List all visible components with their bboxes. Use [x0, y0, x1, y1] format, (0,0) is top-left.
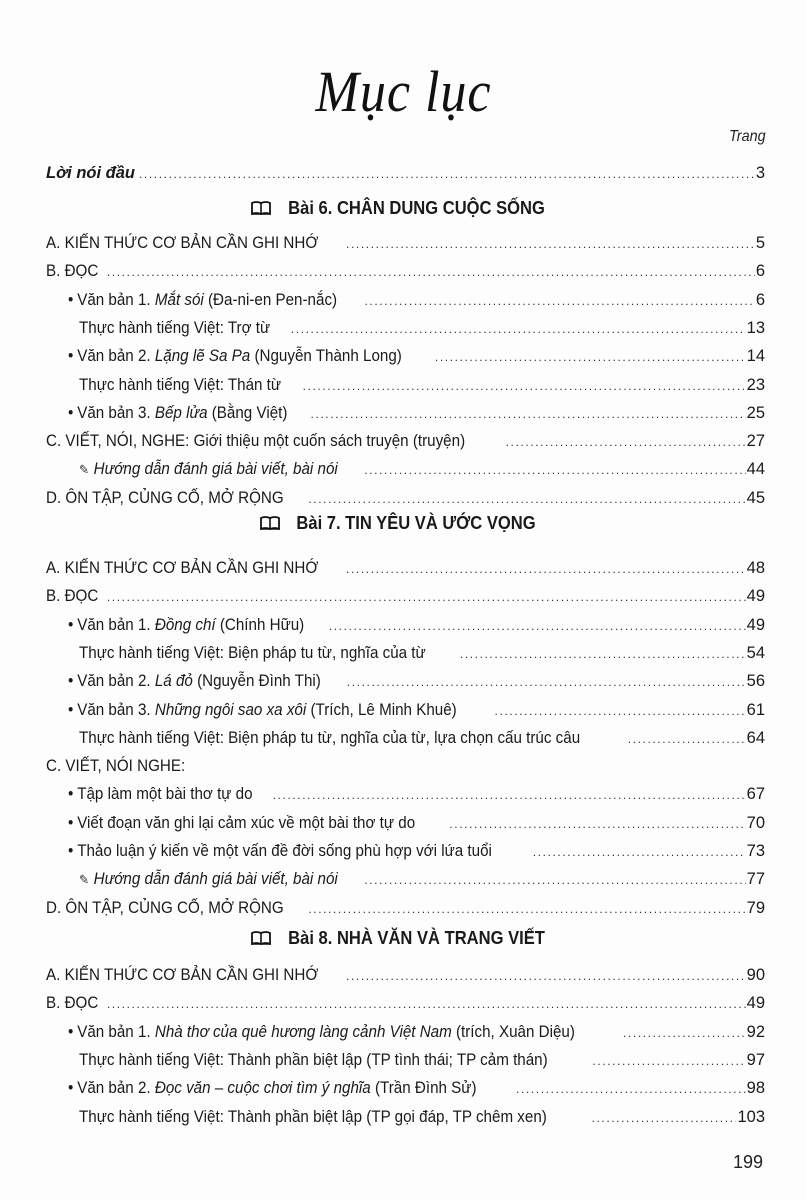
- toc-entry-label: [79, 1104, 592, 1130]
- toc-entry[interactable]: [0, 866, 807, 892]
- dot-leader: [449, 811, 745, 837]
- dot-leader: [435, 344, 746, 370]
- toc-entry-page: 79: [746, 898, 765, 917]
- entry-text: Thảo luận ý kiến về một vấn đề đời sống phù hợp với lứa tuổi: [77, 842, 492, 860]
- toc-entry[interactable]: [0, 400, 807, 426]
- entry-author: (Đa-ni-en Pen-nắc): [203, 290, 338, 309]
- dot-leader: [291, 316, 746, 342]
- entry-prefix: Văn bản 3.: [77, 700, 155, 719]
- entry-prefix: B.: [46, 262, 65, 281]
- toc-entry[interactable]: [0, 343, 807, 369]
- toc-entry-page: 45: [746, 488, 765, 507]
- dot-leader: [364, 867, 745, 893]
- bullet-icon: •: [68, 842, 74, 860]
- entry-text: Viết đoạn văn ghi lại cảm xúc về một bài thơ tự do: [77, 813, 416, 832]
- entry-title: Hướng dẫn đánh giá bài viết, bài nói: [93, 460, 338, 479]
- toc-entry-label: [46, 258, 107, 284]
- page-column-label: Trang: [729, 128, 766, 145]
- entry-text: ĐỌC: [64, 587, 99, 606]
- entry-prefix: Văn bản 1.: [77, 615, 155, 634]
- entry-title: Những ngôi sao xa xôi: [154, 700, 307, 719]
- entry-prefix: Văn bản 3.: [77, 403, 155, 422]
- toc-entry-page: 61: [746, 700, 765, 719]
- entry-text: KIẾN THỨC CƠ BẢN CẦN GHI NHỚ: [64, 966, 319, 984]
- toc-entry[interactable]: [0, 372, 807, 398]
- toc-entry-page: 23: [746, 375, 765, 394]
- book-icon: [251, 924, 271, 938]
- toc-entry-page: 49: [746, 615, 765, 634]
- toc-entry[interactable]: [0, 697, 807, 723]
- toc-entry-label: Lời nói đầu: [46, 164, 135, 182]
- toc-entry-label: [46, 753, 201, 779]
- toc-entry-page: 25: [746, 403, 765, 422]
- entry-text: Tập làm một bài thơ tự do: [77, 785, 253, 804]
- bullet-icon: •: [68, 785, 74, 804]
- entry-text: VIẾT, NÓI NGHE:: [65, 757, 186, 776]
- entry-prefix: Văn bản 2.: [77, 672, 155, 691]
- toc-entry[interactable]: [0, 781, 807, 807]
- toc-entry-label: [46, 895, 308, 921]
- dot-leader: [592, 1105, 737, 1131]
- entry-text: ÔN TẬP, CỦNG CỐ, MỞ RỘNG: [65, 488, 284, 507]
- page-title: Mục lục: [315, 59, 492, 124]
- toc-entry[interactable]: [0, 1047, 807, 1073]
- entry-text: Thực hành tiếng Việt: Thán từ: [79, 375, 282, 394]
- entry-title: Nhà thơ của quê hương làng cảnh Việt Nam: [154, 1022, 452, 1041]
- toc-entry-page: 92: [746, 1022, 765, 1041]
- dot-leader: [346, 556, 746, 582]
- toc-entry-label: [68, 697, 495, 723]
- dot-leader: [628, 726, 746, 752]
- dot-leader: [308, 896, 745, 922]
- entry-prefix: B.: [46, 994, 65, 1013]
- toc-entry-page: 3: [755, 164, 765, 182]
- dot-leader: [364, 288, 754, 314]
- toc-entry[interactable]: [0, 753, 807, 779]
- toc-entry[interactable]: [0, 895, 807, 921]
- toc-entry-label: [79, 866, 364, 893]
- entry-prefix: Văn bản 2.: [77, 347, 155, 366]
- dot-leader: [346, 963, 746, 989]
- book-icon: [260, 509, 280, 523]
- entry-text: ĐỌC: [64, 994, 99, 1013]
- bullet-icon: •: [68, 672, 74, 691]
- entry-prefix: Văn bản 1.: [77, 290, 155, 309]
- entry-text: ÔN TẬP, CỦNG CỐ, MỞ RỘNG: [65, 898, 284, 917]
- entry-prefix: C.: [46, 757, 66, 776]
- entry-prefix: C.: [46, 432, 66, 451]
- toc-entry-label: [79, 315, 291, 341]
- pen-icon: ✎: [79, 462, 90, 478]
- entry-prefix: D.: [46, 488, 66, 507]
- toc-entry-page: 49: [746, 587, 765, 606]
- toc-entry-page: 70: [746, 813, 765, 832]
- toc-entry-page: 73: [746, 842, 765, 860]
- toc-entry[interactable]: [0, 428, 807, 454]
- toc-entry-page: 6: [755, 262, 765, 281]
- bullet-icon: •: [68, 615, 74, 634]
- toc-entry[interactable]: [0, 668, 807, 694]
- toc-entry-page: 90: [746, 966, 765, 984]
- bullet-icon: •: [68, 813, 74, 832]
- entry-title: Mắt sói: [154, 290, 204, 309]
- toc-entry[interactable]: [0, 485, 807, 511]
- entry-text: Thực hành tiếng Việt: Trợ từ: [79, 318, 271, 337]
- lesson-heading-label: Bài 7. TIN YÊU VÀ ƯỚC VỌNG: [296, 513, 537, 533]
- toc-entry[interactable]: [0, 1019, 807, 1045]
- toc-entry-label: [79, 456, 364, 483]
- toc-entry-page: 98: [746, 1079, 765, 1098]
- toc-entry-page: 103: [737, 1107, 765, 1126]
- entry-author: (Trích, Lê Minh Khuê): [306, 700, 457, 719]
- dot-leader: [495, 698, 746, 724]
- toc-entry-label: [46, 962, 346, 988]
- toc-entry-intro[interactable]: [0, 160, 807, 186]
- toc-entry-label: [46, 555, 346, 581]
- toc-entry[interactable]: [0, 1075, 807, 1101]
- lesson-heading: [0, 923, 807, 953]
- toc-entry-label: [46, 485, 308, 511]
- toc-entry-page: 67: [746, 785, 765, 804]
- book-icon: [251, 194, 271, 208]
- bullet-icon: •: [68, 1079, 74, 1098]
- toc-entry-label: [79, 1047, 592, 1073]
- dot-leader: [346, 231, 755, 257]
- lesson-heading: [0, 193, 807, 223]
- entry-prefix: Văn bản 2.: [77, 1079, 155, 1098]
- toc-entry[interactable]: [0, 555, 807, 581]
- toc-entry[interactable]: [0, 838, 807, 864]
- bullet-icon: •: [68, 403, 74, 422]
- toc-entry-label: [68, 287, 364, 313]
- toc-entry-page: 77: [746, 870, 765, 889]
- toc-entry-page: 64: [746, 728, 765, 747]
- toc-entry-label: [79, 372, 303, 398]
- toc-entry-label: [68, 1019, 623, 1045]
- toc-entry[interactable]: [0, 810, 807, 836]
- toc-entry-page: 54: [746, 643, 765, 662]
- dot-leader: [347, 669, 746, 695]
- entry-prefix: A.: [46, 559, 65, 577]
- toc-entry-page: 14: [746, 347, 765, 366]
- entry-text: ĐỌC: [64, 262, 99, 281]
- dot-leader: [310, 401, 745, 427]
- dot-leader: [533, 839, 746, 865]
- dot-leader: [273, 782, 746, 808]
- toc-entry[interactable]: [0, 315, 807, 341]
- toc-entry-page: 27: [746, 432, 765, 451]
- toc-entry[interactable]: [0, 1104, 807, 1130]
- toc-entry-page: 5: [755, 234, 765, 252]
- entry-text: Thực hành tiếng Việt: Thành phần biệt lập (TP gọi đáp, TP chêm xen): [79, 1107, 547, 1126]
- toc-entry-page: 48: [746, 559, 765, 577]
- entry-author: (Trần Đình Sử): [370, 1079, 477, 1098]
- bullet-icon: •: [68, 347, 74, 366]
- toc-entry-label: [68, 400, 310, 426]
- dot-leader: [516, 1076, 746, 1102]
- entry-title: Bếp lửa: [154, 403, 208, 422]
- entry-author: (Nguyễn Đình Thi): [192, 672, 321, 691]
- toc-entry-label: [68, 343, 435, 369]
- toc-entry-label: [68, 838, 533, 864]
- entry-text: Thực hành tiếng Việt: Biện pháp tu từ, nghĩa của từ: [79, 643, 426, 662]
- toc-entry-page: 44: [746, 460, 765, 479]
- entry-prefix: A.: [46, 234, 65, 252]
- toc-entry-label: [46, 583, 107, 609]
- entry-text: VIẾT, NÓI, NGHE: Giới thiệu một cuốn sách truyện (truyện): [65, 432, 466, 451]
- toc-entry[interactable]: [0, 962, 807, 988]
- dot-leader: [139, 161, 755, 187]
- entry-author: (Bằng Việt): [207, 403, 288, 422]
- entry-title: Đọc văn – cuộc chơi tìm ý nghĩa: [154, 1079, 371, 1098]
- toc-entry[interactable]: [0, 258, 807, 284]
- dot-leader: [506, 429, 746, 455]
- toc-entry-label: [46, 428, 506, 454]
- entry-prefix: D.: [46, 898, 66, 917]
- toc-entry-label: [79, 640, 460, 666]
- entry-text: KIẾN THỨC CƠ BẢN CẦN GHI NHỚ: [64, 559, 319, 577]
- toc-entry[interactable]: [0, 287, 807, 313]
- toc-entry[interactable]: [0, 725, 807, 751]
- entry-title: Hướng dẫn đánh giá bài viết, bài nói: [93, 870, 338, 889]
- toc-entry[interactable]: [0, 612, 807, 638]
- dot-leader: [329, 613, 746, 639]
- toc-entry-label: [68, 612, 329, 638]
- entry-text: Thực hành tiếng Việt: Biện pháp tu từ, nghĩa của từ, lựa chọn cấu trúc câu: [79, 728, 581, 747]
- entry-author: (Chính Hữu): [215, 615, 305, 634]
- toc-entry-page: 13: [746, 318, 765, 337]
- toc-entry-page: 49: [746, 994, 765, 1013]
- entry-author: (trích, Xuân Diệu): [451, 1022, 575, 1041]
- toc-entry[interactable]: [0, 640, 807, 666]
- dot-leader: [107, 991, 746, 1017]
- toc-entry-label: [79, 725, 628, 751]
- entry-title: Lá đỏ: [154, 672, 193, 691]
- bullet-icon: •: [68, 290, 74, 309]
- entry-prefix: Văn bản 1.: [77, 1022, 155, 1041]
- pen-icon: ✎: [79, 872, 90, 888]
- dot-leader: [364, 457, 745, 483]
- entry-title: Đồng chí: [154, 615, 216, 634]
- bullet-icon: •: [68, 700, 74, 719]
- toc-entry-label: [46, 230, 346, 256]
- toc-entry[interactable]: [0, 230, 807, 256]
- dot-leader: [460, 641, 746, 667]
- dot-leader: [107, 584, 746, 610]
- toc-entry-label: [68, 810, 449, 836]
- toc-entry-page: 6: [755, 290, 765, 309]
- entry-text: KIẾN THỨC CƠ BẢN CẦN GHI NHỚ: [64, 234, 319, 252]
- bullet-icon: •: [68, 1022, 74, 1041]
- toc-entry-label: [68, 1075, 516, 1101]
- toc-entry[interactable]: [0, 456, 807, 482]
- toc-entry[interactable]: [0, 583, 807, 609]
- lesson-heading-label: Bài 8. NHÀ VĂN VÀ TRANG VIẾT: [288, 928, 545, 948]
- dot-leader: [107, 259, 755, 285]
- toc-entry-label: [46, 990, 107, 1016]
- dot-leader: [592, 1048, 745, 1074]
- entry-prefix: B.: [46, 587, 65, 606]
- toc-entry-page: 97: [746, 1050, 765, 1069]
- dot-leader: [623, 1020, 746, 1046]
- page-number: 199: [732, 1152, 763, 1172]
- lesson-heading: [0, 508, 807, 538]
- toc-entry[interactable]: [0, 990, 807, 1016]
- entry-prefix: A.: [46, 966, 65, 984]
- dot-leader: [303, 373, 746, 399]
- toc-entry-label: [68, 781, 273, 807]
- entry-author: (Nguyễn Thành Long): [250, 347, 402, 366]
- lesson-heading-label: Bài 6. CHÂN DUNG CUỘC SỐNG: [288, 198, 545, 218]
- toc-entry-page: 56: [746, 672, 765, 691]
- entry-text: Thực hành tiếng Việt: Thành phần biệt lập (TP tình thái; TP cảm thán): [79, 1050, 548, 1069]
- toc-entry-label: [68, 668, 347, 694]
- entry-title: Lặng lẽ Sa Pa: [154, 347, 251, 366]
